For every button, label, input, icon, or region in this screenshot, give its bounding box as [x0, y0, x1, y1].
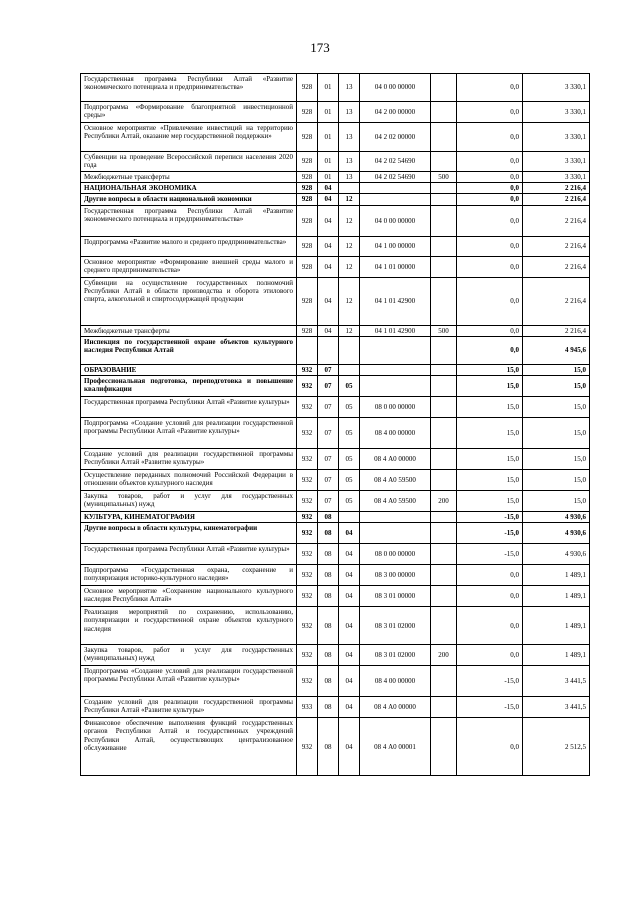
- row-amount-total: 15,0: [523, 491, 590, 512]
- row-amount-change: 0,0: [457, 102, 523, 123]
- row-pr: [339, 512, 360, 523]
- row-cs: 04 1 01 00000: [360, 256, 431, 277]
- row-rz: 08: [318, 718, 339, 776]
- row-pr: 13: [339, 74, 360, 102]
- row-gr: 928: [297, 325, 318, 336]
- budget-table: [80, 73, 590, 776]
- row-gr: 928: [297, 236, 318, 256]
- row-amount-total: 2 216,4: [523, 236, 590, 256]
- table-row: [81, 607, 590, 645]
- row-vr: [431, 586, 457, 607]
- row-pr: 04: [339, 523, 360, 544]
- row-vr: [431, 102, 457, 123]
- table-row: [81, 449, 590, 470]
- row-amount-change: -15,0: [457, 697, 523, 718]
- row-gr: 928: [297, 102, 318, 123]
- row-amount-change: 15,0: [457, 470, 523, 491]
- row-name: Основное мероприятие «Формирование внешней среды малого и среднего предпринимательства»: [81, 256, 297, 277]
- row-cs: 08 0 00 00000: [360, 544, 431, 565]
- row-vr: [431, 376, 457, 397]
- row-amount-change: 0,0: [457, 172, 523, 183]
- row-cs: 08 4 А0 00000: [360, 449, 431, 470]
- table-row: [81, 666, 590, 697]
- row-pr: 12: [339, 277, 360, 325]
- row-amount-total: 2 216,4: [523, 256, 590, 277]
- row-pr: [339, 364, 360, 375]
- row-cs: [360, 376, 431, 397]
- row-pr: 04: [339, 565, 360, 586]
- row-amount-total: 4 930,6: [523, 512, 590, 523]
- row-gr: 932: [297, 364, 318, 375]
- row-pr: 13: [339, 123, 360, 152]
- row-rz: 01: [318, 152, 339, 172]
- row-amount-change: 15,0: [457, 418, 523, 449]
- table-row: [81, 325, 590, 336]
- row-rz: 08: [318, 512, 339, 523]
- row-amount-total: 15,0: [523, 397, 590, 418]
- table-row: [81, 152, 590, 172]
- row-gr: 932: [297, 449, 318, 470]
- row-amount-change: 0,0: [457, 718, 523, 776]
- row-amount-change: 15,0: [457, 397, 523, 418]
- row-name: Реализация мероприятий по сохранению, использованию, популяризации и государственной охране объектов культурного наследия: [81, 607, 297, 645]
- row-amount-change: 0,0: [457, 74, 523, 102]
- row-vr: [431, 205, 457, 236]
- row-amount-total: 3 441,5: [523, 666, 590, 697]
- table-row: [81, 183, 590, 194]
- row-vr: 500: [431, 172, 457, 183]
- row-pr: 04: [339, 697, 360, 718]
- row-pr: 12: [339, 205, 360, 236]
- row-amount-total: 4 930,6: [523, 523, 590, 544]
- row-amount-change: 0,0: [457, 277, 523, 325]
- row-amount-change: -15,0: [457, 512, 523, 523]
- row-rz: 04: [318, 236, 339, 256]
- row-gr: 932: [297, 470, 318, 491]
- row-cs: [360, 523, 431, 544]
- row-vr: [431, 236, 457, 256]
- row-amount-change: 0,0: [457, 325, 523, 336]
- row-name: Другие вопросы в области национальной экономики: [81, 194, 297, 205]
- table-row: [81, 491, 590, 512]
- row-cs: [360, 194, 431, 205]
- row-cs: 08 3 01 02000: [360, 607, 431, 645]
- row-amount-change: 15,0: [457, 449, 523, 470]
- row-rz: 08: [318, 544, 339, 565]
- row-gr: 932: [297, 666, 318, 697]
- row-cs: 04 2 00 00000: [360, 102, 431, 123]
- row-amount-total: 3 330,1: [523, 123, 590, 152]
- row-name: Государственная программа Республики Алтай «Развитие культуры»: [81, 397, 297, 418]
- row-rz: 01: [318, 172, 339, 183]
- row-cs: 08 0 00 00000: [360, 397, 431, 418]
- row-amount-total: 4 930,6: [523, 544, 590, 565]
- row-cs: 04 1 00 00000: [360, 236, 431, 256]
- row-amount-change: 0,0: [457, 236, 523, 256]
- row-amount-total: 3 441,5: [523, 697, 590, 718]
- row-pr: 05: [339, 418, 360, 449]
- row-amount-change: 0,0: [457, 645, 523, 666]
- row-amount-change: -15,0: [457, 523, 523, 544]
- row-gr: 932: [297, 418, 318, 449]
- row-pr: 05: [339, 470, 360, 491]
- row-pr: 12: [339, 236, 360, 256]
- row-rz: 01: [318, 102, 339, 123]
- row-pr: 04: [339, 666, 360, 697]
- table-row: [81, 172, 590, 183]
- row-pr: 04: [339, 645, 360, 666]
- row-cs: 04 1 01 42900: [360, 277, 431, 325]
- row-amount-total: 2 512,5: [523, 718, 590, 776]
- row-cs: 04 2 02 00000: [360, 123, 431, 152]
- row-amount-total: 15,0: [523, 418, 590, 449]
- row-gr: 928: [297, 123, 318, 152]
- row-cs: 04 2 02 54690: [360, 172, 431, 183]
- row-vr: [431, 277, 457, 325]
- row-pr: 12: [339, 325, 360, 336]
- row-gr: 928: [297, 205, 318, 236]
- table-row: [81, 205, 590, 236]
- row-amount-total: 3 330,1: [523, 102, 590, 123]
- row-amount-total: 2 216,4: [523, 183, 590, 194]
- row-pr: 05: [339, 491, 360, 512]
- row-pr: 13: [339, 102, 360, 123]
- row-gr: 928: [297, 172, 318, 183]
- row-cs: 08 4 А0 59500: [360, 470, 431, 491]
- row-name: Основное мероприятие «Привлечение инвестиций на территорию Республики Алтай, оказание мер государственной поддержки»: [81, 123, 297, 152]
- table-row: [81, 544, 590, 565]
- row-vr: [431, 607, 457, 645]
- row-rz: 07: [318, 491, 339, 512]
- row-gr: 932: [297, 586, 318, 607]
- row-pr: 12: [339, 256, 360, 277]
- row-gr: 932: [297, 718, 318, 776]
- row-vr: 200: [431, 645, 457, 666]
- row-name: Подпрограмма «Развитие малого и среднего предпринимательства»: [81, 236, 297, 256]
- row-amount-total: 15,0: [523, 376, 590, 397]
- row-name: Профессиональная подготовка, переподготовка и повышение квалификации: [81, 376, 297, 397]
- row-rz: 08: [318, 586, 339, 607]
- row-rz: 07: [318, 449, 339, 470]
- row-pr: 05: [339, 449, 360, 470]
- row-name: Другие вопросы в области культуры, кинематографии: [81, 523, 297, 544]
- row-vr: [431, 418, 457, 449]
- row-vr: [431, 470, 457, 491]
- row-vr: [431, 666, 457, 697]
- row-amount-change: -15,0: [457, 544, 523, 565]
- row-pr: 04: [339, 586, 360, 607]
- row-cs: 08 3 00 00000: [360, 565, 431, 586]
- row-name: Подпрограмма «Создание условий для реализации государственной программы Республики Алтай «Развитие культуры»: [81, 666, 297, 697]
- table-row: [81, 697, 590, 718]
- row-name: Межбюджетные трансферты: [81, 325, 297, 336]
- table-row: [81, 418, 590, 449]
- row-name: Основное мероприятие «Сохранение национального культурного наследия Республики Алтай»: [81, 586, 297, 607]
- row-name: Осуществление переданных полномочий Российской Федерации в отношении объектов культурного наследия: [81, 470, 297, 491]
- row-gr: 933: [297, 697, 318, 718]
- table-row: [81, 74, 590, 102]
- row-amount-change: 15,0: [457, 376, 523, 397]
- row-rz: [318, 336, 339, 364]
- row-gr: 932: [297, 607, 318, 645]
- row-rz: 07: [318, 364, 339, 375]
- budget-table-body: [81, 74, 590, 776]
- row-amount-total: 15,0: [523, 449, 590, 470]
- row-rz: 04: [318, 183, 339, 194]
- row-vr: [431, 397, 457, 418]
- row-rz: 04: [318, 277, 339, 325]
- row-pr: 05: [339, 376, 360, 397]
- row-amount-total: 1 489,1: [523, 645, 590, 666]
- row-vr: [431, 123, 457, 152]
- row-cs: 08 4 А0 59500: [360, 491, 431, 512]
- table-row: [81, 277, 590, 325]
- row-gr: 928: [297, 256, 318, 277]
- row-name: Подпрограмма «Создание условий для реализации государственной программы Республики Алтай «Развитие культуры»: [81, 418, 297, 449]
- row-pr: 13: [339, 172, 360, 183]
- row-vr: [431, 565, 457, 586]
- row-pr: 05: [339, 397, 360, 418]
- row-vr: [431, 364, 457, 375]
- row-amount-change: 0,0: [457, 607, 523, 645]
- row-rz: 08: [318, 565, 339, 586]
- row-cs: [360, 512, 431, 523]
- table-row: [81, 236, 590, 256]
- row-gr: 928: [297, 74, 318, 102]
- row-rz: 08: [318, 607, 339, 645]
- row-name: Создание условий для реализации государственной программы Республики Алтай «Развитие культуры»: [81, 697, 297, 718]
- table-row: [81, 256, 590, 277]
- row-cs: 08 4 А0 00000: [360, 697, 431, 718]
- row-gr: 928: [297, 183, 318, 194]
- row-gr: 928: [297, 194, 318, 205]
- row-amount-change: 0,0: [457, 336, 523, 364]
- row-vr: [431, 449, 457, 470]
- row-rz: 07: [318, 376, 339, 397]
- row-gr: 932: [297, 544, 318, 565]
- table-row: [81, 565, 590, 586]
- row-cs: 04 1 01 42900: [360, 325, 431, 336]
- row-amount-change: 0,0: [457, 152, 523, 172]
- row-amount-change: 0,0: [457, 565, 523, 586]
- row-vr: [431, 718, 457, 776]
- table-row: [81, 336, 590, 364]
- table-row: [81, 718, 590, 776]
- row-gr: [297, 336, 318, 364]
- table-row: [81, 123, 590, 152]
- row-gr: 932: [297, 376, 318, 397]
- row-gr: 932: [297, 523, 318, 544]
- row-vr: [431, 183, 457, 194]
- row-rz: 04: [318, 325, 339, 336]
- row-name: Государственная программа Республики Алтай «Развитие экономического потенциала и предпринимательства»: [81, 74, 297, 102]
- row-rz: 07: [318, 470, 339, 491]
- page-number: 173: [310, 40, 330, 55]
- row-amount-change: 0,0: [457, 123, 523, 152]
- table-row: [81, 523, 590, 544]
- row-rz: 04: [318, 256, 339, 277]
- row-vr: [431, 544, 457, 565]
- row-vr: [431, 194, 457, 205]
- row-cs: 04 0 00 00000: [360, 74, 431, 102]
- row-name: Подпрограмма «Формирование благоприятной инвестиционной среды»: [81, 102, 297, 123]
- row-name: ОБРАЗОВАНИЕ: [81, 364, 297, 375]
- row-amount-total: 1 489,1: [523, 607, 590, 645]
- row-pr: 04: [339, 718, 360, 776]
- row-pr: 12: [339, 194, 360, 205]
- table-row: [81, 470, 590, 491]
- row-name: Субвенции на осуществление государственных полномочий Республики Алтай в области производства и оборота этилового спирта, алкогольной и спиртосодержащей продукции: [81, 277, 297, 325]
- table-row: [81, 194, 590, 205]
- row-vr: [431, 512, 457, 523]
- row-cs: [360, 183, 431, 194]
- row-name: Инспекция по государственной охране объектов культурного наследия Республики Алтай: [81, 336, 297, 364]
- row-rz: 08: [318, 666, 339, 697]
- row-amount-total: 3 330,1: [523, 152, 590, 172]
- row-rz: 04: [318, 194, 339, 205]
- row-vr: [431, 336, 457, 364]
- row-name: Создание условий для реализации государственной программы Республики Алтай «Развитие культуры»: [81, 449, 297, 470]
- row-name: Финансовое обеспечение выполнения функций государственных органов Республики Алтай и государственных учреждений Республики Алтай, осуществляющих централизованное обслуживание: [81, 718, 297, 776]
- row-vr: [431, 523, 457, 544]
- row-name: Межбюджетные трансферты: [81, 172, 297, 183]
- row-vr: 500: [431, 325, 457, 336]
- row-rz: 07: [318, 418, 339, 449]
- row-amount-total: 1 489,1: [523, 586, 590, 607]
- row-amount-change: 0,0: [457, 256, 523, 277]
- row-pr: 04: [339, 607, 360, 645]
- row-name: Субвенции на проведение Всероссийской переписи населения 2020 года: [81, 152, 297, 172]
- row-rz: 08: [318, 645, 339, 666]
- row-name: Закупка товаров, работ и услуг для государственных (муниципальных) нужд: [81, 491, 297, 512]
- table-row: [81, 586, 590, 607]
- row-cs: [360, 364, 431, 375]
- row-vr: 200: [431, 491, 457, 512]
- row-cs: 08 3 01 02000: [360, 645, 431, 666]
- row-amount-total: 2 216,4: [523, 325, 590, 336]
- row-amount-total: 2 216,4: [523, 277, 590, 325]
- row-rz: 04: [318, 205, 339, 236]
- row-rz: 07: [318, 397, 339, 418]
- row-amount-total: 15,0: [523, 364, 590, 375]
- row-amount-total: 3 330,1: [523, 172, 590, 183]
- row-vr: [431, 256, 457, 277]
- row-name: НАЦИОНАЛЬНАЯ ЭКОНОМИКА: [81, 183, 297, 194]
- row-gr: 932: [297, 491, 318, 512]
- row-gr: 932: [297, 645, 318, 666]
- row-name: Подпрограмма «Государственная охрана, сохранение и популяризация историко-культурного наследия»: [81, 565, 297, 586]
- table-row: [81, 397, 590, 418]
- table-row: [81, 645, 590, 666]
- row-name: Государственная программа Республики Алтай «Развитие культуры»: [81, 544, 297, 565]
- row-pr: [339, 336, 360, 364]
- row-gr: 932: [297, 565, 318, 586]
- row-amount-total: 15,0: [523, 470, 590, 491]
- row-amount-total: 2 216,4: [523, 194, 590, 205]
- row-cs: [360, 336, 431, 364]
- row-rz: 08: [318, 697, 339, 718]
- row-name: Государственная программа Республики Алтай «Развитие экономического потенциала и предпринимательства»: [81, 205, 297, 236]
- row-cs: 04 2 02 54690: [360, 152, 431, 172]
- row-amount-total: 2 216,4: [523, 205, 590, 236]
- row-cs: 04 0 00 00000: [360, 205, 431, 236]
- row-vr: [431, 697, 457, 718]
- row-amount-total: 4 945,6: [523, 336, 590, 364]
- row-rz: 08: [318, 523, 339, 544]
- row-amount-change: -15,0: [457, 666, 523, 697]
- table-row: [81, 512, 590, 523]
- row-rz: 01: [318, 123, 339, 152]
- row-amount-total: 1 489,1: [523, 565, 590, 586]
- row-pr: 04: [339, 544, 360, 565]
- row-amount-change: 0,0: [457, 586, 523, 607]
- row-vr: [431, 74, 457, 102]
- row-name: Закупка товаров, работ и услуг для государственных (муниципальных) нужд: [81, 645, 297, 666]
- row-gr: 928: [297, 152, 318, 172]
- row-name: КУЛЬТУРА, КИНЕМАТОГРАФИЯ: [81, 512, 297, 523]
- row-amount-change: 0,0: [457, 205, 523, 236]
- row-gr: 928: [297, 277, 318, 325]
- table-row: [81, 376, 590, 397]
- row-cs: 08 3 01 00000: [360, 586, 431, 607]
- table-row: [81, 364, 590, 375]
- row-gr: 932: [297, 512, 318, 523]
- row-cs: 08 4 00 00000: [360, 666, 431, 697]
- row-pr: 13: [339, 152, 360, 172]
- row-amount-change: 15,0: [457, 364, 523, 375]
- row-amount-change: 15,0: [457, 491, 523, 512]
- row-cs: 08 4 00 00000: [360, 418, 431, 449]
- row-vr: [431, 152, 457, 172]
- row-amount-change: 0,0: [457, 194, 523, 205]
- table-row: [81, 102, 590, 123]
- row-cs: 08 4 А0 00001: [360, 718, 431, 776]
- row-rz: 01: [318, 74, 339, 102]
- row-pr: [339, 183, 360, 194]
- row-amount-change: 0,0: [457, 183, 523, 194]
- row-amount-total: 3 330,1: [523, 74, 590, 102]
- row-gr: 932: [297, 397, 318, 418]
